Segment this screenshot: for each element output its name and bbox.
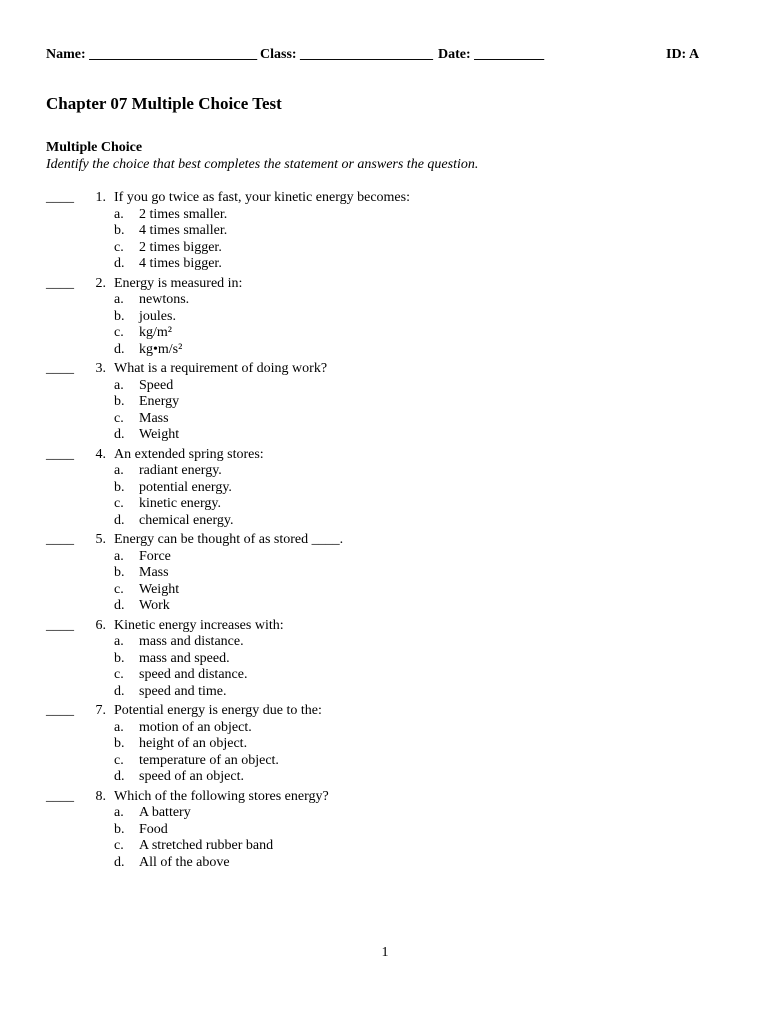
answer-blank[interactable]: ____ (46, 788, 74, 804)
choice-letter: c. (114, 581, 124, 597)
question-4 (0, 447, 770, 530)
choice-text: mass and distance. (139, 634, 244, 649)
page-number: 1 (381, 945, 389, 960)
question-number: 4. (95, 446, 106, 462)
choice-text: speed and time. (139, 683, 227, 699)
choice-letter: c. (114, 496, 124, 511)
choice-letter: a. (114, 719, 124, 735)
answer-choice (0, 378, 770, 395)
answer-blank[interactable]: ____ (46, 446, 74, 462)
answer-choice (0, 223, 770, 240)
answer-choice (0, 207, 770, 224)
question-3 (0, 361, 770, 444)
choice-letter: a. (114, 634, 124, 649)
choice-letter: c. (114, 752, 124, 768)
answer-choice (0, 292, 770, 309)
question-number: 5. (95, 532, 106, 547)
choice-text: speed of an object. (139, 769, 244, 784)
question-number: 7. (95, 703, 106, 718)
question-5 (0, 532, 770, 615)
choice-letter: b. (114, 394, 125, 409)
choice-text: potential energy. (139, 479, 232, 495)
answer-blank[interactable]: ____ (46, 617, 74, 633)
question-row (0, 618, 770, 635)
class-field: Class: ___________________ (260, 47, 434, 62)
answer-choice (0, 753, 770, 770)
choice-letter: d. (114, 769, 125, 784)
choice-text: 2 times smaller. (139, 206, 228, 222)
choice-letter: b. (114, 650, 125, 666)
question-row (0, 532, 770, 549)
choice-text: height of an object. (139, 736, 248, 751)
choice-text: kg•m/s² (139, 341, 183, 357)
choice-letter: d. (114, 427, 125, 442)
choice-text: Energy (139, 394, 180, 409)
section-instructions: Identify the choice that best completes the statement or answers the question. (46, 157, 479, 172)
question-row (0, 361, 770, 378)
answer-choice (0, 720, 770, 737)
answer-choice (0, 496, 770, 513)
choice-text: A stretched rubber band (139, 838, 274, 853)
question-row (0, 789, 770, 806)
choice-text: speed and distance. (139, 667, 248, 682)
choice-text: joules. (139, 308, 176, 324)
question-text: Kinetic energy increases with: (114, 617, 284, 633)
answer-choice (0, 427, 770, 444)
answer-choice (0, 667, 770, 684)
choice-letter: a. (114, 206, 124, 222)
choice-text: 4 times bigger. (139, 256, 222, 271)
date-field: Date: __________ (438, 47, 545, 62)
question-text: An extended spring stores: (114, 446, 264, 462)
choice-text: kinetic energy. (139, 496, 222, 511)
choice-text: Force (139, 548, 171, 564)
answer-choice (0, 309, 770, 326)
answer-choice (0, 513, 770, 530)
choice-letter: c. (114, 410, 124, 426)
question-number: 3. (95, 361, 106, 376)
choice-letter: c. (114, 667, 124, 682)
answer-choice (0, 736, 770, 753)
choice-text: Speed (139, 377, 174, 393)
choice-text: mass and speed. (139, 650, 230, 666)
answer-choice (0, 394, 770, 411)
answer-choice (0, 240, 770, 257)
choice-text: Mass (139, 410, 169, 426)
question-list (0, 190, 770, 871)
name-field: Name: ________________________ (46, 47, 258, 62)
choice-text: chemical energy. (139, 512, 234, 528)
header-row (46, 47, 706, 67)
choice-text: 4 times smaller. (139, 223, 228, 238)
question-text: Energy can be thought of as stored ____. (114, 532, 344, 547)
question-row (0, 276, 770, 293)
choice-letter: a. (114, 377, 124, 393)
question-2 (0, 276, 770, 359)
question-6 (0, 618, 770, 701)
answer-choice (0, 256, 770, 273)
answer-choice (0, 855, 770, 872)
choice-letter: a. (114, 292, 124, 307)
question-text: Potential energy is energy due to the: (114, 703, 322, 718)
choice-letter: a. (114, 548, 124, 564)
choice-text: kg/m² (139, 325, 172, 340)
answer-choice (0, 838, 770, 855)
answer-blank[interactable]: ____ (46, 190, 74, 205)
answer-choice (0, 634, 770, 651)
choice-letter: b. (114, 479, 125, 495)
page-title: Chapter 07 Multiple Choice Test (46, 94, 282, 113)
choice-letter: a. (114, 463, 124, 478)
section-title: Multiple Choice (46, 140, 143, 155)
answer-choice (0, 598, 770, 615)
question-text: Which of the following stores energy? (114, 788, 329, 804)
question-row (0, 190, 770, 207)
choice-letter: d. (114, 512, 125, 528)
answer-blank[interactable]: ____ (46, 275, 74, 291)
choice-text: Food (139, 821, 168, 837)
answer-choice (0, 549, 770, 566)
answer-blank[interactable]: ____ (46, 532, 74, 547)
choice-letter: b. (114, 308, 125, 324)
choice-text: radiant energy. (139, 463, 222, 478)
question-7 (0, 703, 770, 786)
answer-choice (0, 822, 770, 839)
choice-letter: a. (114, 805, 124, 820)
answer-choice (0, 325, 770, 342)
choice-letter: b. (114, 565, 125, 580)
question-8 (0, 789, 770, 872)
question-number: 8. (95, 788, 106, 804)
question-number: 6. (95, 617, 106, 633)
id-field: ID: A (666, 47, 700, 62)
choice-text: A battery (139, 805, 191, 820)
choice-text: Weight (139, 581, 180, 597)
choice-letter: c. (114, 325, 124, 340)
answer-choice (0, 582, 770, 599)
choice-text: motion of an object. (139, 719, 252, 735)
choice-text: temperature of an object. (139, 752, 279, 768)
choice-text: newtons. (139, 292, 190, 307)
answer-choice (0, 684, 770, 701)
question-text: What is a requirement of doing work? (114, 361, 328, 376)
question-row (0, 447, 770, 464)
choice-letter: c. (114, 838, 124, 853)
choice-letter: d. (114, 341, 125, 357)
choice-letter: d. (114, 854, 125, 870)
question-number: 1. (95, 190, 106, 205)
choice-letter: d. (114, 256, 125, 271)
answer-choice (0, 463, 770, 480)
choice-text: All of the above (139, 854, 230, 870)
answer-choice (0, 651, 770, 668)
answer-blank[interactable]: ____ (46, 703, 74, 718)
choice-text: Mass (139, 565, 169, 580)
choice-letter: d. (114, 683, 125, 699)
answer-choice (0, 342, 770, 359)
choice-letter: b. (114, 821, 125, 837)
question-text: If you go twice as fast, your kinetic energy becomes: (114, 190, 410, 205)
answer-choice (0, 565, 770, 582)
answer-choice (0, 480, 770, 497)
answer-choice (0, 769, 770, 786)
choice-letter: c. (114, 239, 124, 255)
answer-choice (0, 805, 770, 822)
choice-letter: b. (114, 223, 125, 238)
question-1 (0, 190, 770, 273)
question-row (0, 703, 770, 720)
answer-blank[interactable]: ____ (46, 361, 74, 376)
choice-letter: d. (114, 598, 125, 613)
question-text: Energy is measured in: (114, 275, 243, 291)
choice-text: Weight (139, 427, 180, 442)
choice-letter: b. (114, 736, 125, 751)
choice-text: Work (139, 598, 170, 613)
choice-text: 2 times bigger. (139, 239, 222, 255)
question-number: 2. (95, 275, 106, 291)
answer-choice (0, 411, 770, 428)
